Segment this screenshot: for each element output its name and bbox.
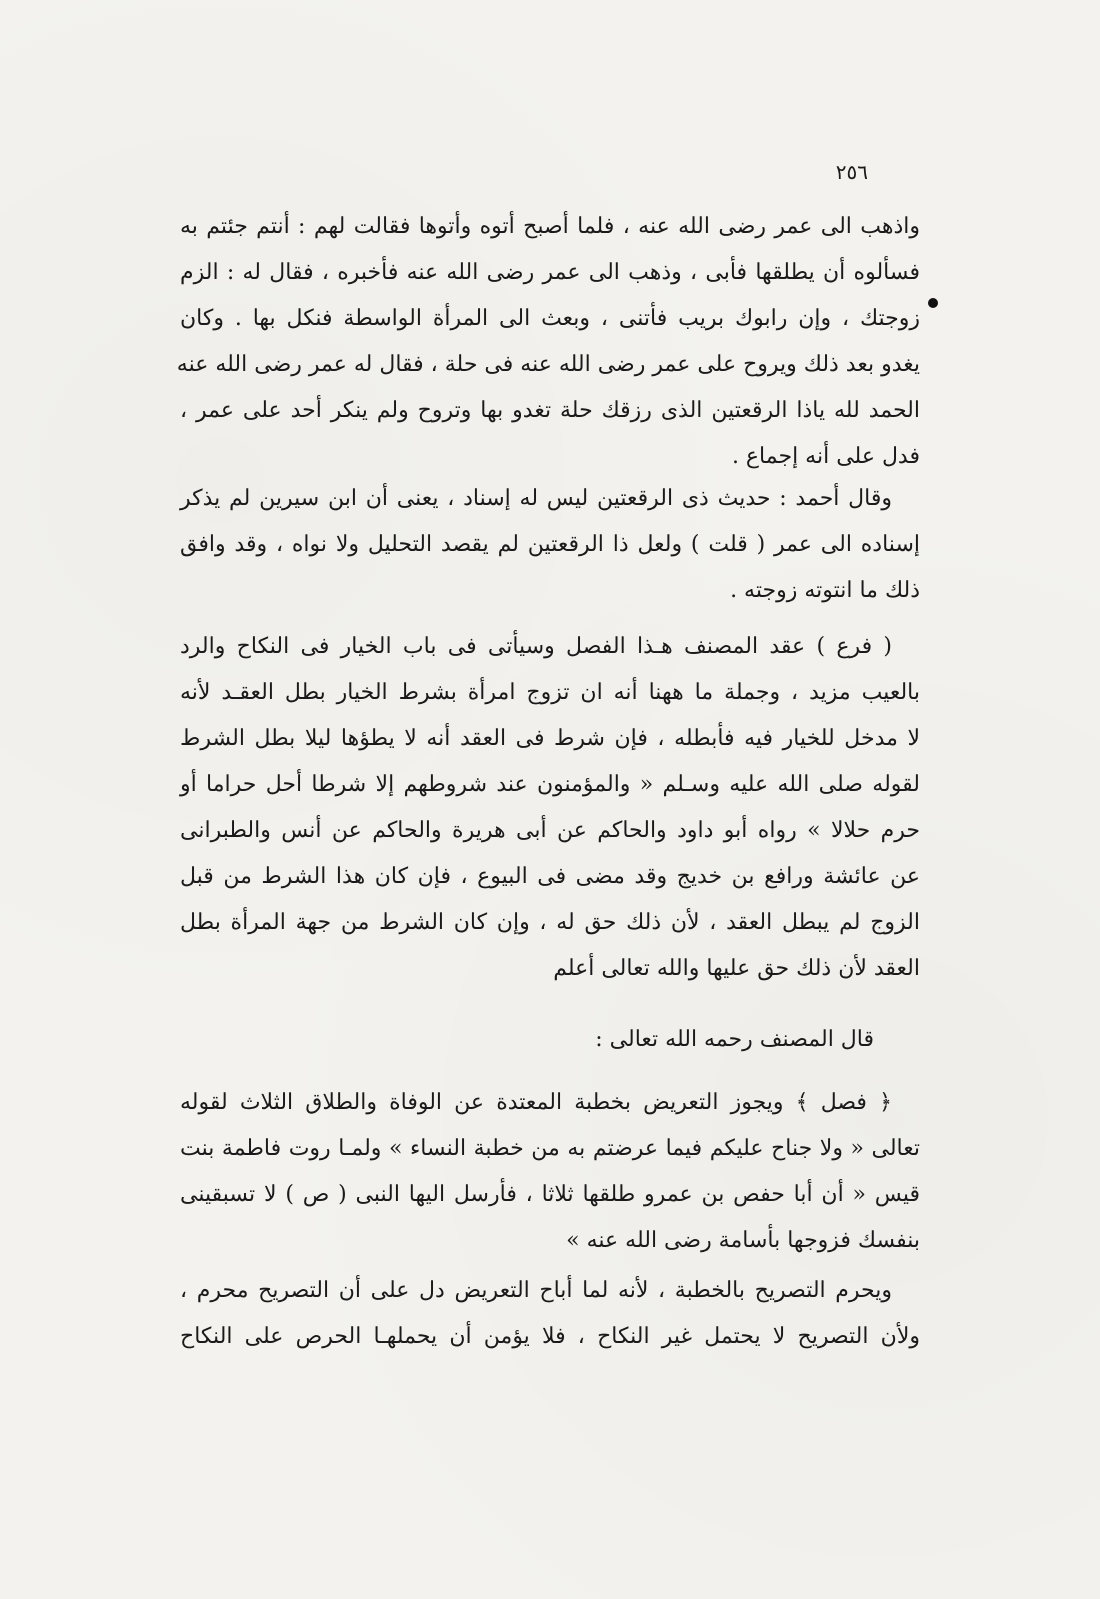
text-line: عن عائشة ورافع بن خديج وقد مضى فى البيوع ، فإن كان هذا الشرط من قبل — [180, 864, 920, 889]
text-line: وقال أحمد : حديث ذى الرقعتين ليس له إسناد ، يعنى أن ابن سيرين لم يذكر — [180, 486, 892, 511]
page-number: ٢٥٦ — [835, 160, 868, 184]
text-line: قيس « أن أبا حفص بن عمرو طلقها ثلاثا ، فأرسل اليها النبى ( ص ) لا تسبقينى — [180, 1182, 920, 1207]
section-heading: قال المصنف رحمه الله تعالى : — [595, 1027, 874, 1052]
text-line: واذهب الى عمر رضى الله عنه ، فلما أصبح أتوه وأتوها فقالت لهم : أنتم جئتم به — [180, 214, 920, 239]
text-line: يغدو بعد ذلك ويروح على عمر رضى الله عنه فى حلة ، فقال له عمر رضى الله عنه — [176, 352, 920, 377]
text-line: الحمد لله ياذا الرقعتين الذى رزقك حلة تغدو بها وتروح ولم ينكر أحد على عمر ، — [180, 398, 920, 423]
paragraph-4 — [180, 1080, 920, 1264]
bullet-mark — [928, 298, 938, 308]
text-line: الزوج لم يبطل العقد ، لأن ذلك حق له ، وإن كان الشرط من جهة المرأة بطل — [180, 910, 920, 935]
text-line: لا مدخل للخيار فيه فأبطله ، فإن شرط فى العقد أنه لا يطؤها ليلا بطل الشرط — [180, 726, 920, 751]
paragraph-5 — [180, 1268, 920, 1360]
text-line: حرم حلالا » رواه أبو داود والحاكم عن أبى هريرة والحاكم عن أنس والطبرانى — [180, 818, 920, 843]
text-line: ذلك ما انتوته زوجته . — [730, 578, 920, 603]
text-line: لقوله صلى الله عليه وسـلم « والمؤمنون عند شروطهم إلا شرطا أحل حراما أو — [180, 772, 920, 797]
text-line: ﴿ فصل ﴾ ويجوز التعريض بخطبة المعتدة عن الوفاة والطلاق الثلاث لقوله — [180, 1090, 892, 1115]
text-line: تعالى « ولا جناح عليكم فيما عرضتم به من خطبة النساء » ولمـا روت فاطمة بنت — [180, 1136, 920, 1161]
text-line: زوجتك ، وإن رابوك بريب فأتنى ، وبعث الى المرأة الواسطة فنكل بها . وكان — [180, 306, 920, 331]
paragraph-1 — [176, 204, 920, 480]
text-line: ولأن التصريح لا يحتمل غير النكاح ، فلا يؤمن أن يحملهـا الحرص على النكاح — [180, 1324, 920, 1349]
text-line: فدل على أنه إجماع . — [731, 444, 920, 469]
text-line: بنفسك فزوجها بأسامة رضى الله عنه » — [566, 1228, 920, 1253]
paragraph-3 — [180, 624, 920, 992]
text-line: ويحرم التصريح بالخطبة ، لأنه لما أباح التعريض دل على أن التصريح محرم ، — [180, 1278, 892, 1303]
text-line: فسألوه أن يطلقها فأبى ، وذهب الى عمر رضى الله عنه فأخبره ، فقال له : الزم — [180, 260, 920, 285]
text-line: ( فرع ) عقد المصنف هـذا الفصل وسيأتى فى باب الخيار فى النكاح والرد — [180, 634, 892, 659]
text-line: إسناده الى عمر ( قلت ) ولعل ذا الرقعتين لم يقصد التحليل ولا نواه ، وقد وافق — [180, 532, 920, 557]
paragraph-2 — [180, 476, 920, 614]
text-line: بالعيب مزيد ، وجملة ما ههنا أنه ان تزوج امرأة بشرط الخيار بطل العقـد لأنه — [180, 680, 920, 705]
text-line: العقد لأن ذلك حق عليها والله تعالى أعلم — [553, 956, 920, 981]
